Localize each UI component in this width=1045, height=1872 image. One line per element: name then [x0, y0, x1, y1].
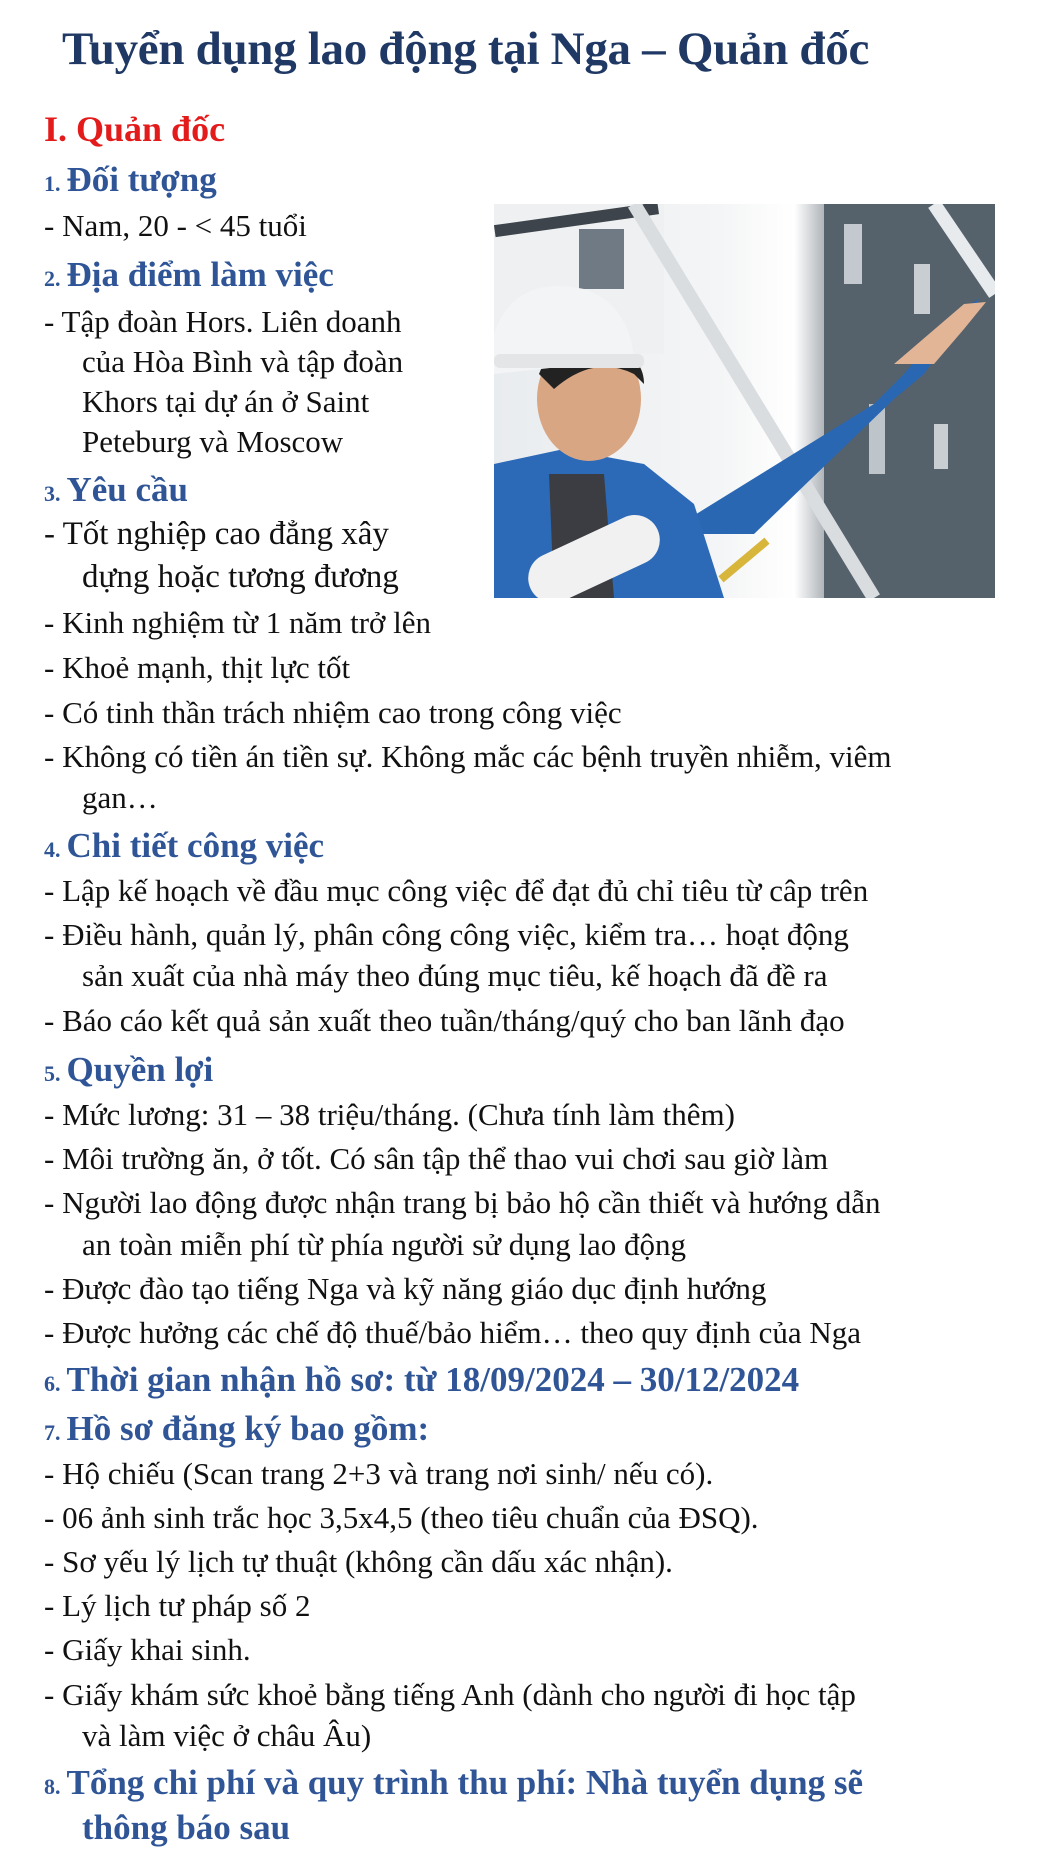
list-item: - Nam, 20 - < 45 tuổi — [44, 208, 307, 243]
list-item: và làm việc ở châu Âu) — [82, 1718, 372, 1753]
list-item: - Lý lịch tư pháp số 2 — [44, 1588, 311, 1623]
heading-chi-tiet: 4. Chi tiết công việc — [44, 826, 325, 865]
list-item: - Báo cáo kết quả sản xuất theo tuần/tháng/quý cho ban lãnh đạo — [44, 1003, 845, 1038]
list-item: - Sơ yếu lý lịch tự thuật (không cần dấu xác nhận). — [44, 1544, 673, 1579]
list-item: - Kinh nghiệm từ 1 năm trở lên — [44, 605, 432, 640]
list-item: - Lập kế hoạch về đầu mục công việc để đạt đủ chỉ tiêu từ câp trên — [44, 873, 869, 908]
page-title: Tuyển dụng lao động tại Nga – Quản đốc — [62, 23, 870, 75]
list-item: dựng hoặc tương đương — [82, 559, 399, 595]
heading-ho-so: 7. Hồ sơ đăng ký bao gồm: — [44, 1409, 430, 1448]
list-item: - Được hưởng các chế độ thuế/bảo hiểm… theo quy định của Nga — [44, 1315, 862, 1350]
section-title: I. Quản đốc — [44, 109, 226, 149]
list-item: - Người lao động được nhận trang bị bảo hộ cần thiết và hướng dẫn — [44, 1185, 881, 1220]
list-item: Peteburg và Moscow — [82, 424, 344, 459]
heading-chi-phi: 8. Tổng chi phí và quy trình thu phí: Nhà tuyển dụng sẽ — [44, 1763, 864, 1802]
list-item: - Tốt nghiệp cao đẳng xây — [44, 516, 389, 552]
list-item: - Tập đoàn Hors. Liên doanh — [44, 304, 402, 339]
list-item: - Có tinh thần trách nhiệm cao trong công việc — [44, 695, 622, 730]
list-item: gan… — [82, 780, 158, 815]
list-item: - Khoẻ mạnh, thịt lực tốt — [44, 650, 351, 685]
heading-thoi-gian: 6. Thời gian nhận hồ sơ: từ 18/09/2024 – 30/12/2024 — [44, 1360, 800, 1399]
list-item: - Giấy khám sức khoẻ bằng tiếng Anh (dành cho người đi học tập — [44, 1677, 856, 1712]
list-item: - Giấy khai sinh. — [44, 1632, 251, 1667]
list-item: của Hòa Bình và tập đoàn — [82, 344, 404, 379]
list-item: - Được đào tạo tiếng Nga và kỹ năng giáo dục định hướng — [44, 1271, 767, 1306]
worker-photo — [494, 204, 995, 598]
list-item: an toàn miễn phí từ phía người sử dụng lao động — [82, 1227, 687, 1262]
list-item: - Không có tiền án tiền sự. Không mắc các bệnh truyền nhiễm, viêm — [44, 739, 892, 774]
list-item: Khors tại dự án ở Saint — [82, 384, 370, 419]
heading-doi-tuong: 1. Đối tượng — [44, 160, 217, 199]
heading-chi-phi-cont: thông báo sau — [82, 1808, 291, 1847]
worker-illustration-icon — [494, 204, 995, 598]
list-item: - Mức lương: 31 – 38 triệu/tháng. (Chưa tính làm thêm) — [44, 1097, 735, 1132]
heading-quyen-loi: 5. Quyền lợi — [44, 1050, 214, 1089]
heading-dia-diem: 2. Địa điểm làm việc — [44, 255, 334, 294]
list-item: - Môi trường ăn, ở tốt. Có sân tập thể thao vui chơi sau giờ làm — [44, 1141, 829, 1176]
list-item: - Điều hành, quản lý, phân công công việc, kiểm tra… hoạt động — [44, 917, 849, 952]
list-item: - 06 ảnh sinh trắc học 3,5x4,5 (theo tiêu chuẩn của ĐSQ). — [44, 1500, 759, 1535]
list-item: sản xuất của nhà máy theo đúng mục tiêu, kế hoạch đã đề ra — [82, 958, 828, 993]
heading-yeu-cau: 3. Yêu cầu — [44, 470, 189, 509]
list-item: - Hộ chiếu (Scan trang 2+3 và trang nơi sinh/ nếu có). — [44, 1456, 714, 1491]
